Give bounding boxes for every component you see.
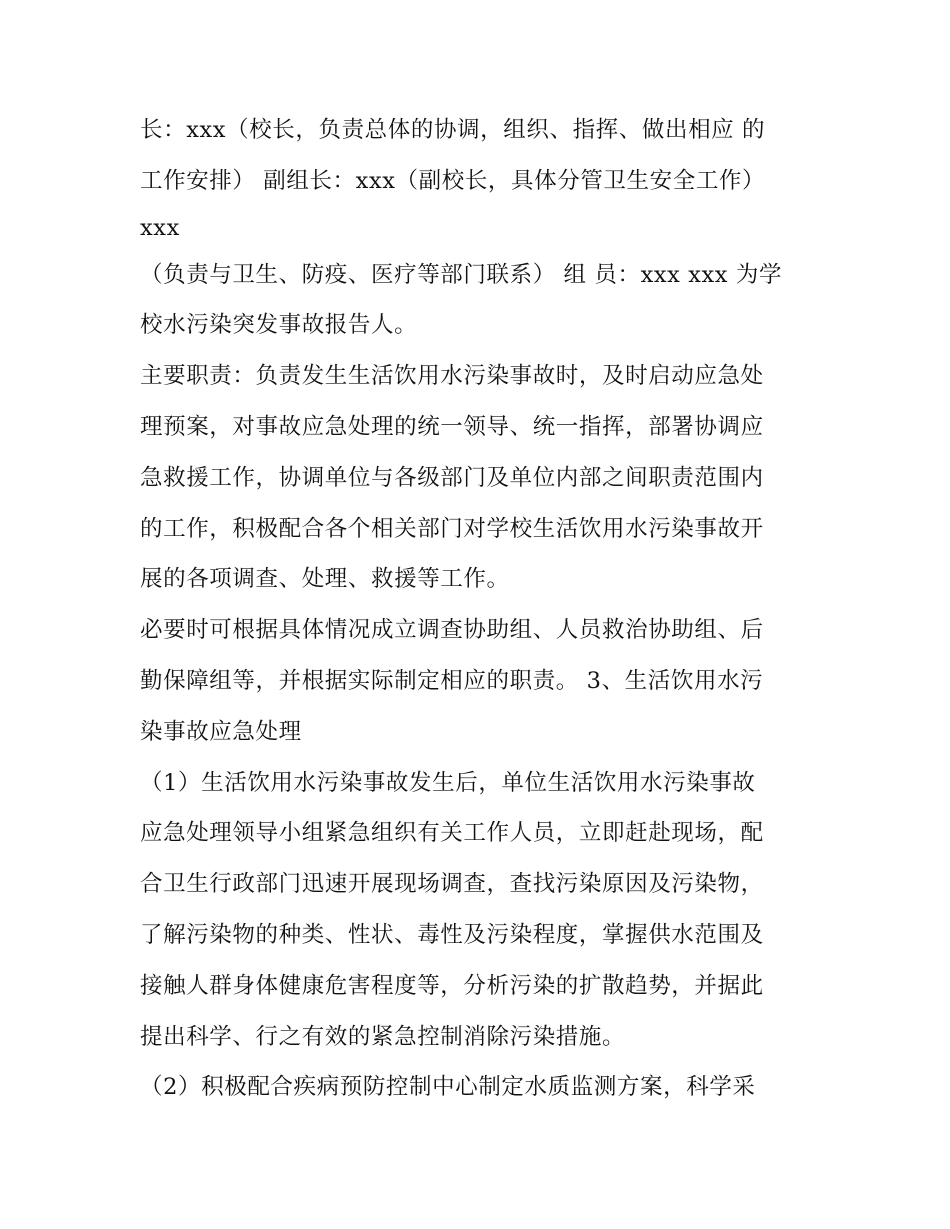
text-line: （2）积极配合疾病预防控制中心制定水质监测方案，科学采 <box>140 1074 756 1101</box>
text-line: 应急处理领导小组紧急组织有关工作人员，立即赶赴现场，配 <box>140 820 764 847</box>
text-line: 工作安排） 副组长：xxx（副校长，具体分管卫生安全工作） <box>140 167 766 194</box>
document-body <box>140 105 820 1113</box>
text-line: 了解污染物的种类、性状、毒性及污染程度，掌握供水范围及 <box>140 921 764 948</box>
text-line: 校水污染突发事故报告人。 <box>140 312 418 339</box>
text-line: （负责与卫生、防疫、医疗等部门联系） 组 员：xxx xxx 为学 <box>140 261 783 288</box>
text-line: 必要时可根据具体情况成立调查协助组、人员救治协助组、后 <box>140 617 764 644</box>
text-line: 染事故应急处理 <box>140 718 302 745</box>
text-line: （1）生活饮用水污染事故发生后，单位生活饮用水污染事故 <box>140 769 756 796</box>
text-line: 理预案，对事故应急处理的统一领导、统一指挥，部署协调应 <box>140 413 764 440</box>
text-line: 的工作，积极配合各个相关部门对学校生活饮用水污染事故开 <box>140 515 764 542</box>
text-line: 急救援工作，协调单位与各级部门及单位内部之间职责范围内 <box>140 464 764 491</box>
text-line: 提出科学、行之有效的紧急控制消除污染措施。 <box>140 1023 626 1050</box>
text-line: 主要职责：负责发生生活饮用水污染事故时，及时启动应急处 <box>140 363 764 390</box>
text-line: xxx <box>140 214 180 241</box>
text-line: 合卫生行政部门迅速开展现场调查，查找污染原因及污染物， <box>140 871 764 898</box>
text-line: 接触人群身体健康危害程度等，分析污染的扩散趋势，并据此 <box>140 972 764 999</box>
text-line: 勤保障组等，并根据实际制定相应的职责。 3、生活饮用水污 <box>140 667 764 694</box>
text-line: 展的各项调查、处理、救援等工作。 <box>140 566 510 593</box>
text-line: 长：xxx（校长，负责总体的协调，组织、指挥、做出相应 的 <box>140 117 766 143</box>
